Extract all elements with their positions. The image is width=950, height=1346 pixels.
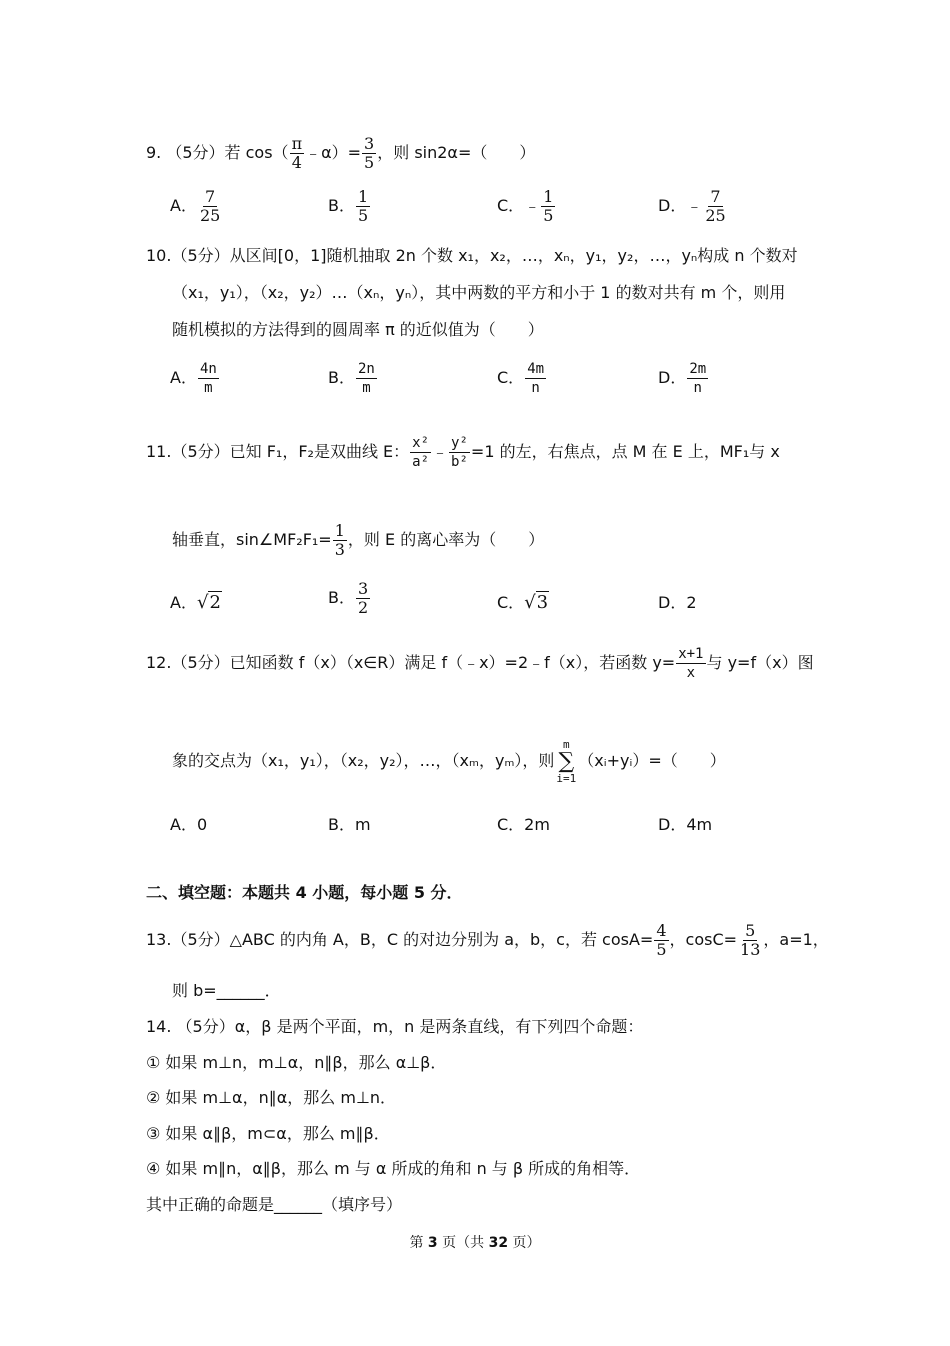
stem-text: 若 cos（	[224, 143, 289, 162]
question-12-stem	[146, 643, 814, 683]
option-c[interactable]: C． $\frac{4m}{n}$	[497, 361, 545, 396]
question-11-line2: 轴垂直，sin∠MF₂F₁= $\frac{1}{3}$ ，则 E 的离心率为（ ）	[172, 521, 545, 559]
fraction: $\frac{5}{13}$	[740, 921, 761, 959]
stem-text: 已知函数 f（x）（x∈R）满足 f（﹣x）=2﹣f（x），若函数 y=	[229, 653, 676, 672]
summation: m ∑ i=1	[556, 737, 577, 785]
question-10-stem	[146, 245, 798, 267]
option-a[interactable]: A． $\frac{4n}{m}$	[170, 361, 217, 396]
total-pages: 32	[488, 1235, 509, 1251]
proposition-1: ① 如果 m⊥n，m⊥α，n∥β，那么 α⊥β．	[146, 1053, 447, 1072]
question-number: 14.	[146, 1017, 172, 1036]
stem-text: =1 的左，右焦点，点 M 在 E 上，MF₁与 x	[470, 442, 780, 461]
stem-text: ﹣α）=	[305, 143, 362, 162]
question-11-stem	[146, 430, 780, 474]
current-page: 3	[427, 1235, 438, 1251]
option-b[interactable]: B． $\frac{1}{5}$	[328, 187, 369, 225]
stem-text: （5分）α，β 是两个平面，m，n 是两条直线，有下列四个命题：	[176, 1017, 644, 1036]
question-14-answer-line[interactable]: 其中正确的命题是______（填序号）	[146, 1195, 403, 1214]
question-score: （5分）	[171, 930, 230, 949]
stem-text: 从区间[0，1]随机抽取 2n 个数 x₁，x₂，…，xₙ，y₁，y₂，…，yₙ构成 n 个数对	[229, 246, 798, 265]
question-13-answer-line[interactable]: 则 b=______．	[172, 981, 281, 1000]
fraction: $\frac{1}{3}$	[334, 521, 345, 559]
question-score: （5分）	[171, 653, 230, 672]
fraction: $\frac{3}{5}$	[364, 134, 375, 172]
stem-text: ，则 sin2α=（ ）	[377, 143, 536, 162]
proposition-4: ④ 如果 m∥n，α∥β，那么 m 与 α 所成的角和 n 与 β 所成的角相等．	[146, 1159, 641, 1178]
option-c[interactable]: C．﹣ $\frac{1}{5}$	[497, 187, 554, 225]
option-b[interactable]: B． $\frac{3}{2}$	[328, 579, 369, 617]
question-12-line2: 象的交点为（x₁，y₁），（x₂，y₂），…，（xₘ，yₘ），则 m ∑ i=1 （xᵢ+yᵢ）=（ ）	[172, 737, 726, 785]
proposition-3: ③ 如果 α∥β，m⊂α，那么 m∥β．	[146, 1124, 390, 1143]
option-d[interactable]: D．2	[658, 593, 697, 612]
question-14-stem	[146, 1016, 643, 1038]
question-9-stem	[146, 135, 535, 172]
question-number: 13.	[146, 930, 172, 949]
stem-text: △ABC 的内角 A，B，C 的对边分别为 a，b，c，若 cosA=	[229, 930, 654, 949]
stem-text: ，a=1，	[763, 930, 829, 949]
option-a[interactable]: A． $\frac{7}{25}$	[170, 187, 221, 225]
fraction: $\frac{x+1}{x}$	[678, 646, 704, 681]
proposition-2: ② 如果 m⊥α，n∥α，那么 m⊥n．	[146, 1088, 397, 1107]
option-d[interactable]: D． $\frac{2m}{n}$	[658, 361, 707, 396]
stem-text: ﹣	[432, 442, 449, 461]
stem-text: ，cosC=	[669, 930, 738, 949]
option-a[interactable]: A．√2	[170, 592, 221, 613]
question-number: 11.	[146, 442, 172, 461]
option-d[interactable]: D．4m	[658, 815, 713, 834]
question-10-line3: 随机模拟的方法得到的圆周率 π 的近似值为（ ）	[172, 320, 544, 339]
page-footer: 第 3 页（共 32 页）	[409, 1235, 541, 1251]
fraction: $\frac{4}{5}$	[656, 921, 667, 959]
question-score: （5分）	[171, 442, 230, 461]
option-d[interactable]: D．﹣ $\frac{7}{25}$	[658, 187, 726, 225]
question-score: （5分）	[166, 143, 225, 162]
stem-text: 已知 F₁，F₂是双曲线 E：	[229, 442, 410, 461]
option-c[interactable]: C．√3	[497, 592, 549, 613]
question-number: 9.	[146, 143, 162, 162]
option-b[interactable]: B．m	[328, 815, 371, 834]
fraction: $\frac{\text{x²}}{\text{a²}}$	[412, 435, 430, 470]
question-13-stem	[146, 920, 829, 960]
fraction: $\frac{\text{y²}}{\text{b²}}$	[451, 435, 468, 470]
question-number: 10.	[146, 246, 172, 265]
option-c[interactable]: C．2m	[497, 815, 550, 834]
option-a[interactable]: A．0	[170, 815, 208, 834]
stem-text: 与 y=f（x）图	[706, 653, 814, 672]
fraction: $\frac{\pi}{4}$	[291, 134, 303, 172]
option-b[interactable]: B． $\frac{2n}{m}$	[328, 361, 375, 396]
question-10-line2: （x₁，y₁），（x₂，y₂）…（xₙ，yₙ），其中两数的平方和小于 1 的数对共有 m 个，则用	[172, 283, 786, 302]
question-score: （5分）	[171, 246, 230, 265]
question-number: 12.	[146, 653, 172, 672]
section-heading: 二、填空题：本题共 4 小题，每小题 5 分．	[146, 883, 463, 902]
